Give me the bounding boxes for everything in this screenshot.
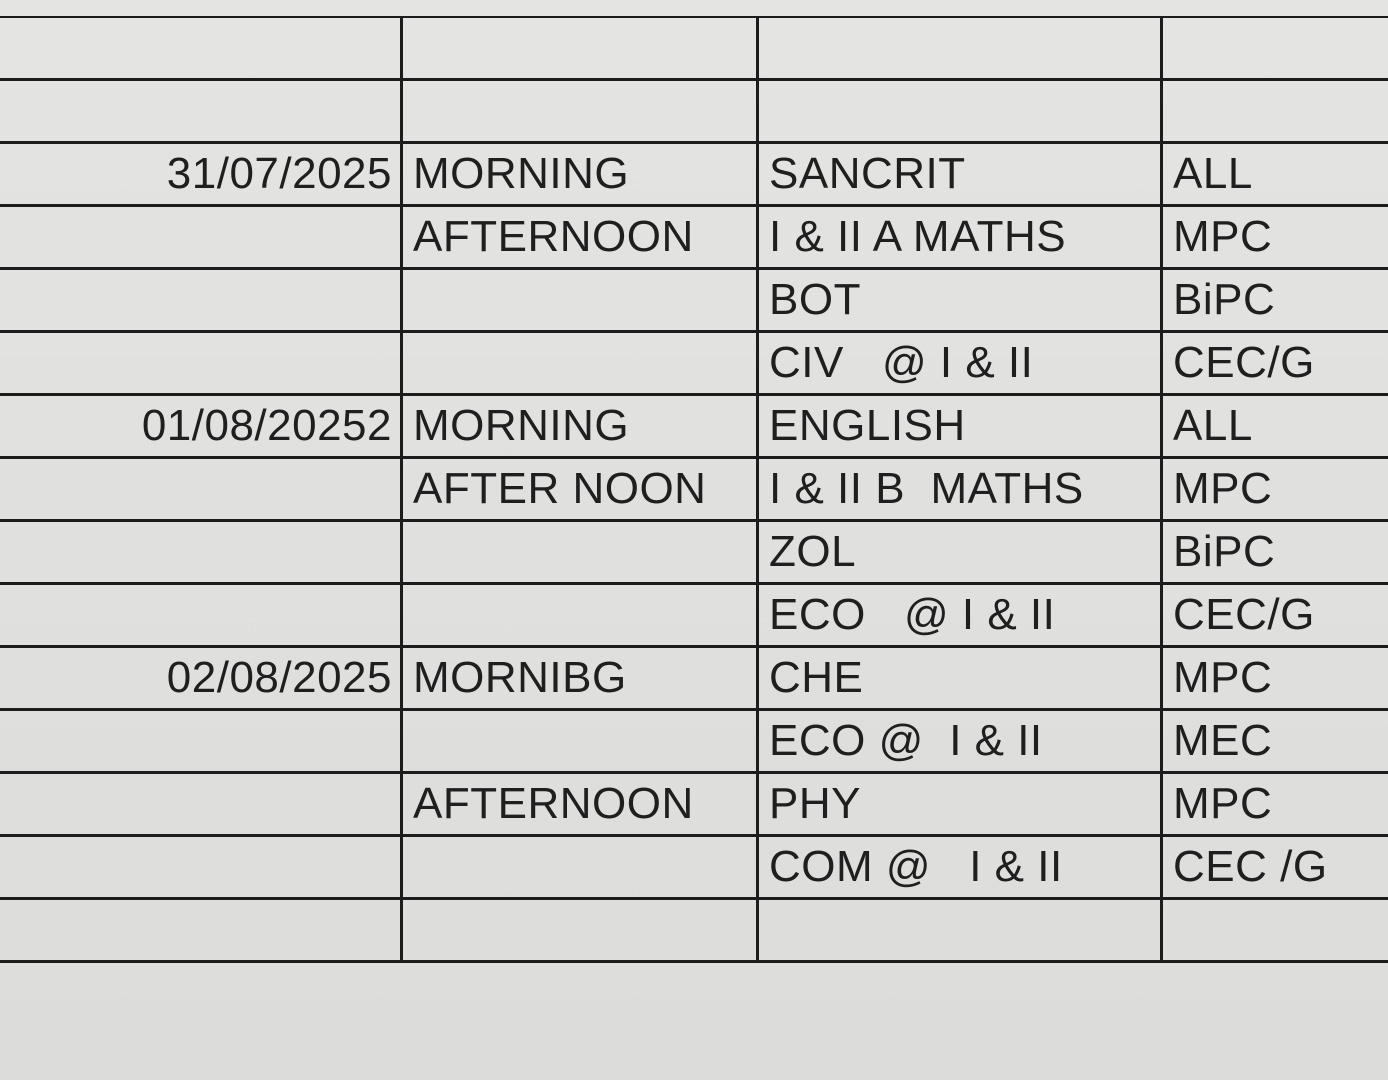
date-cell [0, 269, 402, 332]
session-cell: AFTER NOON [402, 458, 758, 521]
session-cell [402, 80, 758, 143]
date-cell [0, 206, 402, 269]
subject-cell [758, 80, 1162, 143]
subject-cell: BOT [758, 269, 1162, 332]
subject-cell [758, 17, 1162, 80]
session-cell [402, 584, 758, 647]
table-row [0, 458, 1388, 521]
subject-cell: COM @ I & II [758, 836, 1162, 899]
session-cell [402, 17, 758, 80]
date-cell: 31/07/2025 [0, 143, 402, 206]
session-cell: MORNING [402, 143, 758, 206]
date-cell [0, 332, 402, 395]
exam-schedule-table [0, 16, 1388, 963]
subject-cell: SANCRIT [758, 143, 1162, 206]
table-row [0, 206, 1388, 269]
session-cell [402, 836, 758, 899]
session-cell [402, 269, 758, 332]
group-cell: ALL [1162, 395, 1388, 458]
subject-cell: ECO @ I & II [758, 710, 1162, 773]
group-cell: MPC [1162, 206, 1388, 269]
group-cell: MPC [1162, 458, 1388, 521]
session-cell: MORNING [402, 395, 758, 458]
session-cell: AFTERNOON [402, 773, 758, 836]
subject-cell: CIV @ I & II [758, 332, 1162, 395]
subject-cell: CHE [758, 647, 1162, 710]
group-cell: BiPC [1162, 521, 1388, 584]
group-cell: CEC /G [1162, 836, 1388, 899]
session-cell: AFTERNOON [402, 206, 758, 269]
date-cell [0, 899, 402, 962]
table-row [0, 773, 1388, 836]
subject-cell: I & II A MATHS [758, 206, 1162, 269]
subject-cell: ECO @ I & II [758, 584, 1162, 647]
date-cell [0, 80, 402, 143]
table-row [0, 899, 1388, 962]
subject-cell: PHY [758, 773, 1162, 836]
group-cell: CEC/G [1162, 332, 1388, 395]
date-cell [0, 710, 402, 773]
group-cell: BiPC [1162, 269, 1388, 332]
session-cell [402, 332, 758, 395]
date-cell: 02/08/2025 [0, 647, 402, 710]
group-cell: MPC [1162, 773, 1388, 836]
table-row [0, 80, 1388, 143]
group-cell: ALL [1162, 143, 1388, 206]
table-row [0, 836, 1388, 899]
date-cell [0, 773, 402, 836]
group-cell: MEC [1162, 710, 1388, 773]
table-row [0, 584, 1388, 647]
session-cell [402, 710, 758, 773]
date-cell [0, 584, 402, 647]
group-cell: MPC [1162, 647, 1388, 710]
session-cell: MORNIBG [402, 647, 758, 710]
session-cell [402, 521, 758, 584]
date-cell [0, 836, 402, 899]
group-cell: CEC/G [1162, 584, 1388, 647]
group-cell [1162, 899, 1388, 962]
table-row [0, 521, 1388, 584]
session-cell [402, 899, 758, 962]
table-row [0, 710, 1388, 773]
subject-cell [758, 899, 1162, 962]
table-row [0, 269, 1388, 332]
group-cell [1162, 17, 1388, 80]
schedule-body [0, 17, 1388, 962]
table-row [0, 143, 1388, 206]
subject-cell: ZOL [758, 521, 1162, 584]
date-cell [0, 521, 402, 584]
subject-cell: ENGLISH [758, 395, 1162, 458]
subject-cell: I & II B MATHS [758, 458, 1162, 521]
table-row [0, 395, 1388, 458]
table-row [0, 17, 1388, 80]
table-row [0, 332, 1388, 395]
group-cell [1162, 80, 1388, 143]
date-cell [0, 458, 402, 521]
date-cell [0, 17, 402, 80]
date-cell: 01/08/20252 [0, 395, 402, 458]
table-row [0, 647, 1388, 710]
